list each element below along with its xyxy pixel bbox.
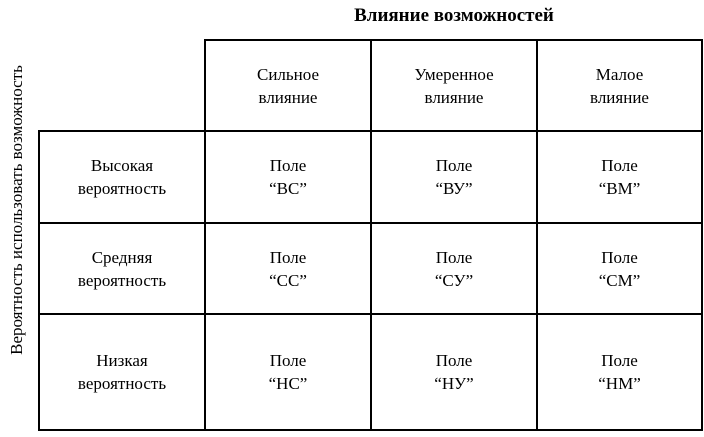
matrix-cell-sm <box>538 224 701 313</box>
column-header-line2: влияние <box>590 87 649 107</box>
row-header-line1: Средняя <box>91 247 153 267</box>
row-header-line1: Низкая <box>96 351 148 370</box>
column-header-strong <box>206 41 370 130</box>
matrix-cell-vs <box>206 132 370 222</box>
matrix-cell-line2: “НМ” <box>598 374 641 393</box>
matrix-cell-vu <box>372 132 536 222</box>
matrix-cell-nm <box>538 315 701 429</box>
side-axis-title-wrapper <box>4 30 30 390</box>
grid-line-right <box>701 39 703 431</box>
top-axis-title: Влияние возможностей <box>354 5 554 26</box>
matrix-cell-line1: Поле <box>435 247 473 267</box>
column-header-small <box>538 41 701 130</box>
matrix-cell-line2: “СС” <box>269 270 307 290</box>
row-header-high <box>40 132 204 222</box>
row-header-line2: вероятность <box>77 374 167 393</box>
column-header-line2: влияние <box>258 87 318 107</box>
matrix-cell-line1: Поле <box>601 351 638 370</box>
matrix-cell-line2: “НУ” <box>434 374 474 393</box>
column-header-line2: влияние <box>424 87 484 107</box>
matrix-cell-ns <box>206 315 370 429</box>
column-header-line1: Малое <box>595 64 644 84</box>
matrix-cell-line1: Поле <box>269 247 307 267</box>
matrix-cell-line1: Поле <box>435 156 473 175</box>
matrix-cell-line1: Поле <box>269 156 307 175</box>
matrix-cell-line2: “НС” <box>268 374 308 393</box>
row-header-line1: Высокая <box>90 156 154 175</box>
row-header-medium <box>40 224 204 313</box>
matrix-cell-su <box>372 224 536 313</box>
side-axis-title: Вероятность использовать возможность <box>7 65 26 355</box>
row-header-low <box>40 315 204 429</box>
matrix-cell-line1: Поле <box>601 247 638 267</box>
matrix-cell-nu <box>372 315 536 429</box>
column-header-moderate <box>372 41 536 130</box>
row-header-line2: вероятность <box>77 179 167 198</box>
matrix-cell-line1: Поле <box>435 351 473 370</box>
matrix-cell-line2: “ВУ” <box>435 179 473 198</box>
matrix-cell-line1: Поле <box>601 156 638 175</box>
matrix-cell-line2: “ВМ” <box>598 179 641 198</box>
matrix-cell-line2: “СУ” <box>434 270 474 290</box>
column-header-line1: Сильное <box>256 64 320 84</box>
matrix-cell-ss <box>206 224 370 313</box>
matrix-cell-line1: Поле <box>269 351 307 370</box>
matrix-cell-vm <box>538 132 701 222</box>
column-header-line1: Умеренное <box>414 64 494 84</box>
matrix-cell-line2: “ВС” <box>269 179 307 198</box>
matrix-cell-line2: “СМ” <box>598 270 641 290</box>
row-header-line2: вероятность <box>77 270 167 290</box>
